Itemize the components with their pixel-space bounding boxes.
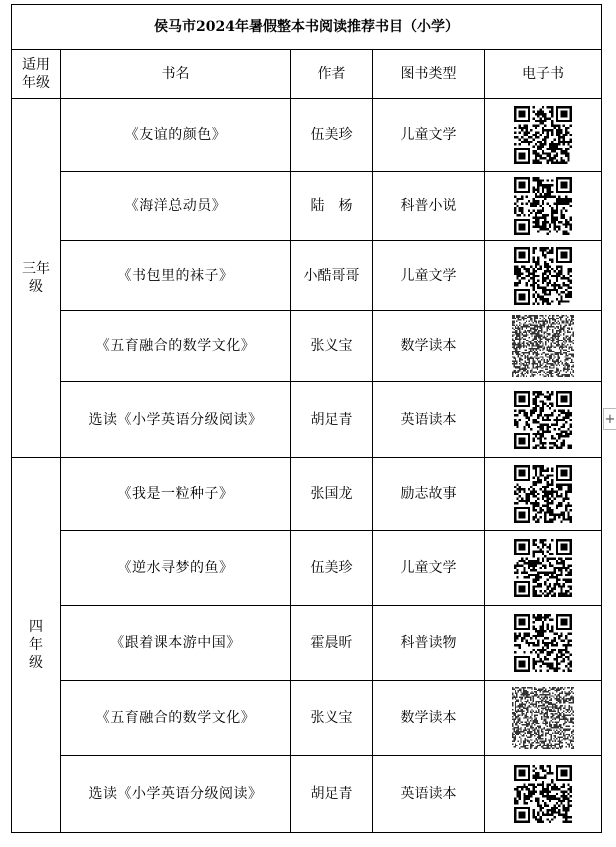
book-type: 科普读物 bbox=[373, 606, 485, 681]
book-type: 励志故事 bbox=[373, 458, 485, 531]
page-title: 侯马市2024年暑假整本书阅读推荐书目（小学） bbox=[12, 5, 602, 50]
book-type: 科普小说 bbox=[373, 172, 485, 241]
book-author: 陆 杨 bbox=[291, 172, 373, 241]
book-row bbox=[12, 241, 602, 311]
book-row bbox=[12, 756, 602, 833]
ebook-qr-cell bbox=[485, 681, 602, 756]
book-row bbox=[12, 531, 602, 606]
ebook-qr-cell bbox=[485, 241, 602, 311]
grade-cell: 三年 级 bbox=[12, 99, 61, 458]
book-row bbox=[12, 172, 602, 241]
ebook-qr-code-icon[interactable] bbox=[512, 687, 574, 749]
ebook-qr-code-icon[interactable] bbox=[514, 765, 572, 823]
ebook-qr-code-icon[interactable] bbox=[512, 315, 574, 377]
book-type: 数学读本 bbox=[373, 311, 485, 382]
book-title: 《五育融合的数学文化》 bbox=[61, 681, 291, 756]
ebook-qr-code-icon[interactable] bbox=[514, 614, 572, 672]
book-type: 英语读本 bbox=[373, 382, 485, 458]
ebook-qr-code-icon[interactable] bbox=[514, 247, 572, 305]
book-title: 《书包里的袜子》 bbox=[61, 241, 291, 311]
book-author: 胡足青 bbox=[291, 382, 373, 458]
book-author: 伍美珍 bbox=[291, 99, 373, 172]
book-author: 伍美珍 bbox=[291, 531, 373, 606]
book-type: 数学读本 bbox=[373, 681, 485, 756]
book-author: 霍晨昕 bbox=[291, 606, 373, 681]
book-row bbox=[12, 606, 602, 681]
ebook-qr-cell bbox=[485, 606, 602, 681]
book-author: 张国龙 bbox=[291, 458, 373, 531]
header-ebook: 电子书 bbox=[485, 50, 602, 99]
ebook-qr-cell bbox=[485, 99, 602, 172]
ebook-qr-code-icon[interactable] bbox=[514, 539, 572, 597]
ebook-qr-cell bbox=[485, 311, 602, 382]
book-title: 《我是一粒种子》 bbox=[61, 458, 291, 531]
ebook-qr-code-icon[interactable] bbox=[514, 465, 572, 523]
ebook-qr-cell bbox=[485, 531, 602, 606]
header-author: 作者 bbox=[291, 50, 373, 99]
grade-cell: 四 年 级 bbox=[12, 458, 61, 833]
book-author: 张义宝 bbox=[291, 311, 373, 382]
book-row bbox=[12, 99, 602, 172]
book-title: 《跟着课本游中国》 bbox=[61, 606, 291, 681]
ebook-qr-code-icon[interactable] bbox=[514, 177, 572, 235]
header-book: 书名 bbox=[61, 50, 291, 99]
ebook-qr-cell bbox=[485, 458, 602, 531]
book-title: 《海洋总动员》 bbox=[61, 172, 291, 241]
book-title: 《友谊的颜色》 bbox=[61, 99, 291, 172]
book-row bbox=[12, 311, 602, 382]
header-type: 图书类型 bbox=[373, 50, 485, 99]
ebook-qr-code-icon[interactable] bbox=[514, 391, 572, 449]
header-grade: 适用 年级 bbox=[12, 50, 61, 99]
book-author: 小酷哥哥 bbox=[291, 241, 373, 311]
book-title: 《逆水寻梦的鱼》 bbox=[61, 531, 291, 606]
book-author: 张义宝 bbox=[291, 681, 373, 756]
book-type: 儿童文学 bbox=[373, 531, 485, 606]
ebook-qr-cell bbox=[485, 756, 602, 833]
header-row bbox=[12, 50, 602, 99]
expand-handle-icon[interactable]: + bbox=[603, 408, 616, 430]
book-title: 选读《小学英语分级阅读》 bbox=[61, 756, 291, 833]
book-author: 胡足青 bbox=[291, 756, 373, 833]
ebook-qr-cell bbox=[485, 172, 602, 241]
ebook-qr-cell bbox=[485, 382, 602, 458]
book-title: 选读《小学英语分级阅读》 bbox=[61, 382, 291, 458]
book-row bbox=[12, 458, 602, 531]
book-type: 儿童文学 bbox=[373, 99, 485, 172]
book-title: 《五育融合的数学文化》 bbox=[61, 311, 291, 382]
book-type: 儿童文学 bbox=[373, 241, 485, 311]
book-row bbox=[12, 382, 602, 458]
book-row bbox=[12, 681, 602, 756]
reading-list-table bbox=[11, 4, 602, 833]
ebook-qr-code-icon[interactable] bbox=[514, 106, 572, 164]
book-type: 英语读本 bbox=[373, 756, 485, 833]
